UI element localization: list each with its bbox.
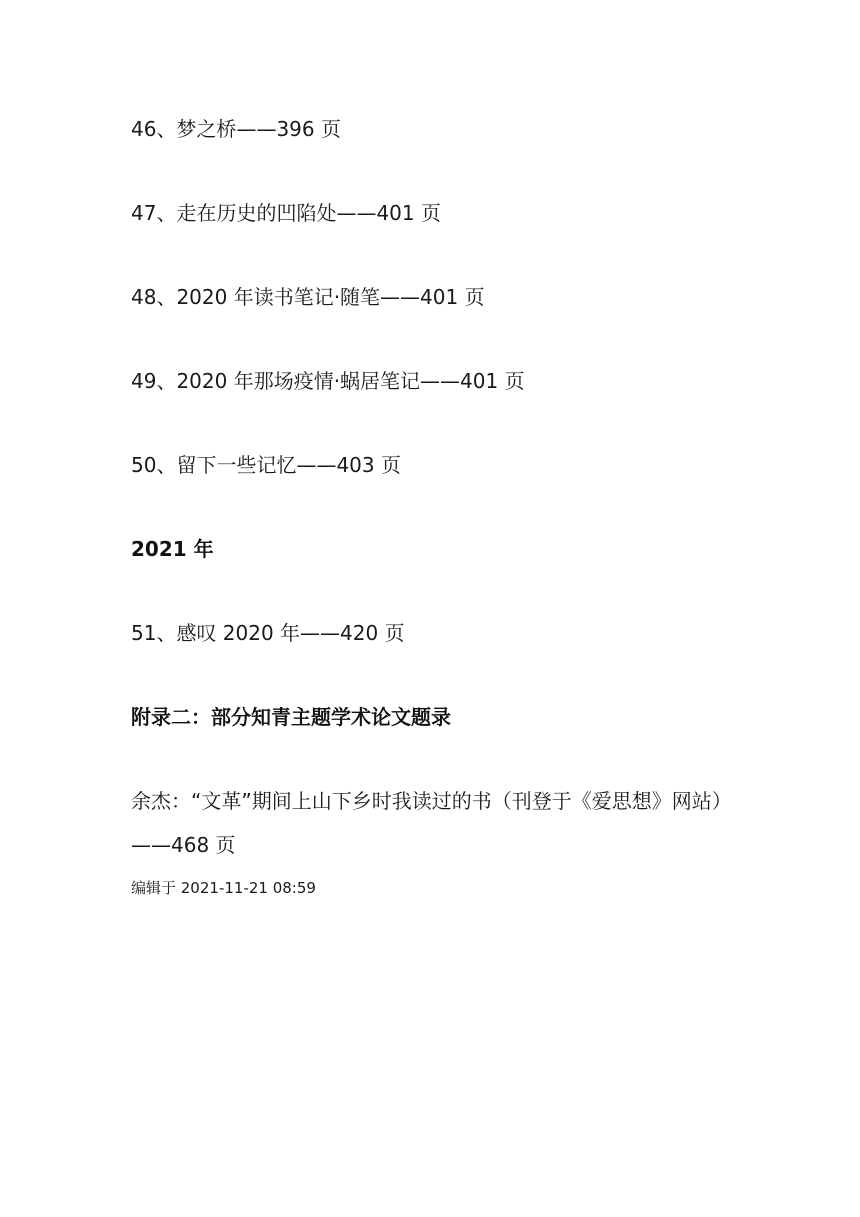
toc-item-49: 49、2020 年那场疫情·蜗居笔记——401 页: [131, 369, 525, 393]
year-heading: 2021 年: [131, 537, 214, 561]
toc-item-51: 51、感叹 2020 年——420 页: [131, 621, 405, 645]
appendix-entry-line-2: ——468 页: [131, 833, 236, 857]
toc-item-50: 50、留下一些记忆——403 页: [131, 453, 401, 477]
edit-timestamp: 编辑于 2021-11-21 08:59: [131, 879, 316, 897]
toc-item-46: 46、梦之桥——396 页: [131, 117, 341, 141]
toc-item-47: 47、走在历史的凹陷处——401 页: [131, 201, 441, 225]
appendix-entry-line-1: 余杰：“文革”期间上山下乡时我读过的书（刊登于《爱思想》网站）: [131, 789, 732, 813]
toc-item-48: 48、2020 年读书笔记·随笔——401 页: [131, 285, 485, 309]
appendix-heading: 附录二：部分知青主题学术论文题录: [131, 705, 451, 729]
